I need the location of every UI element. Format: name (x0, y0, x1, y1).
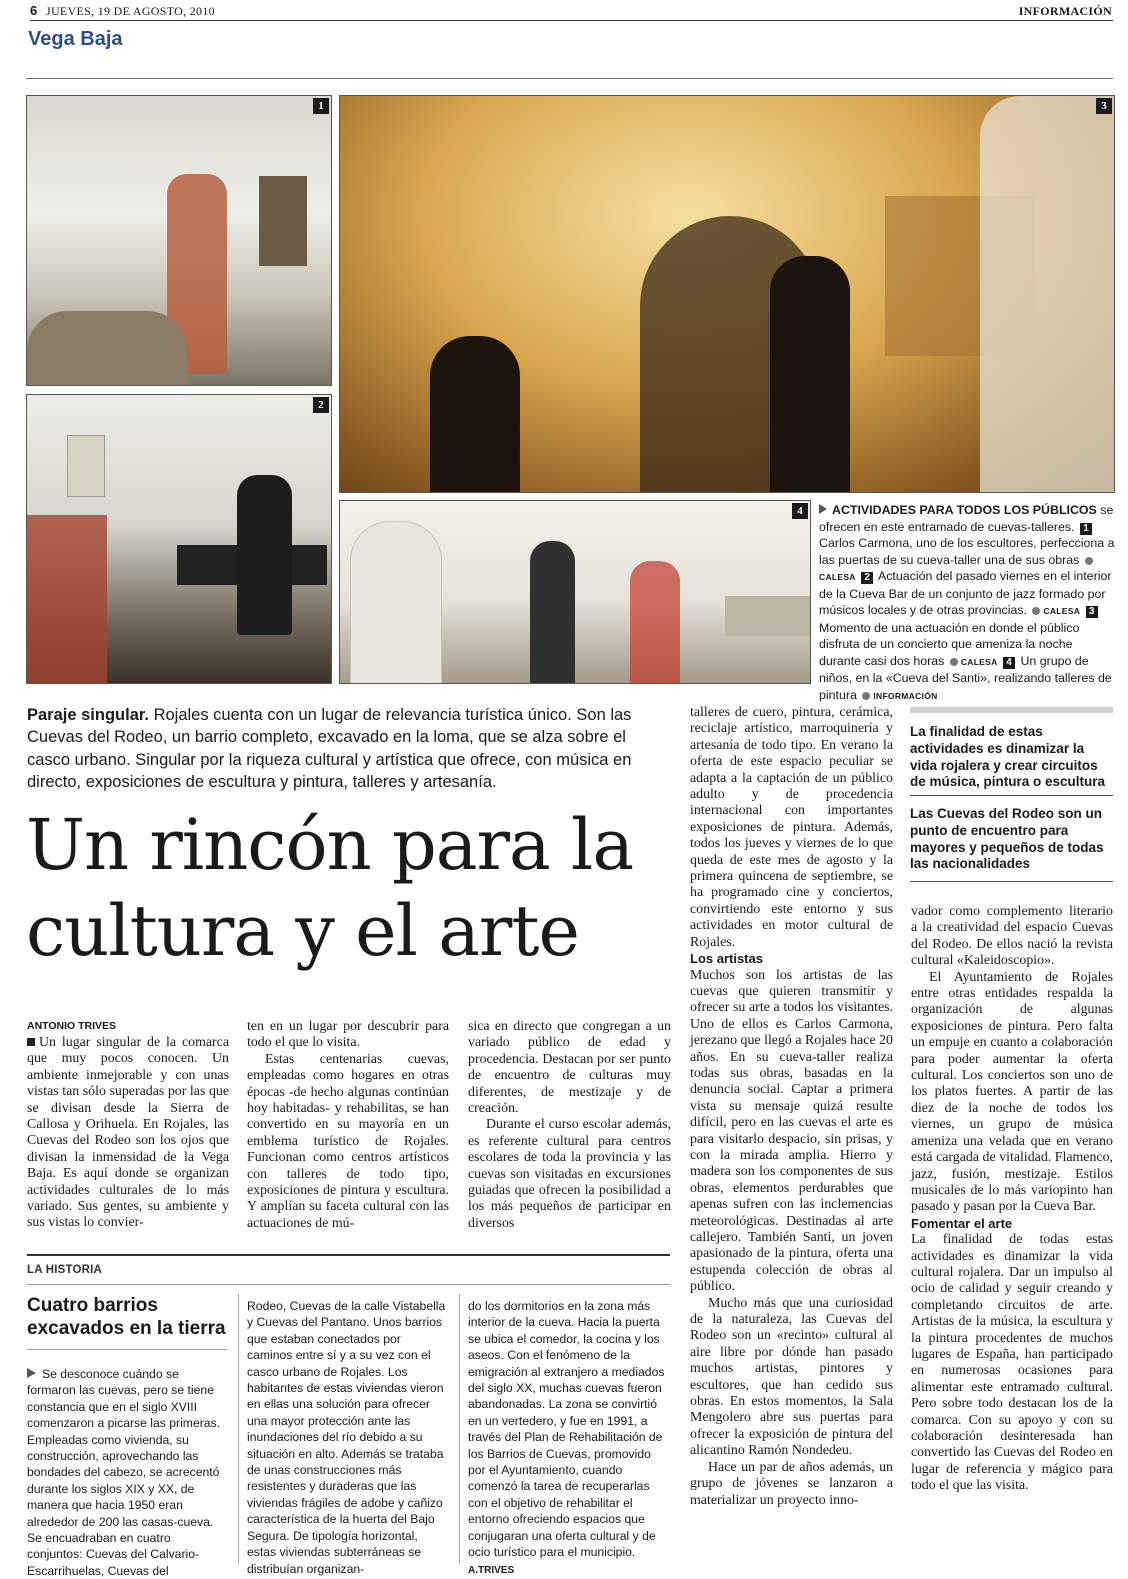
caption-item: Carlos Carmona, uno de los escultores, perfecciona a las puertas de su cueva-taller una de sus obras (819, 536, 1115, 567)
section-title: Vega Baja (28, 28, 123, 50)
body-paragraph: talleres de cuero, pintura, cerámica, reciclaje artístico, marroquinería y artesanía de todo tipo. En verano la oferta de este espacio peculiar se adapta a la captación de un público adulto y de procedencia internacional con importantes exposiciones de pintura. Además, todos los jueves y viernes de lo que queda de este mes de agosto y la primera quincena de septiembre, se ha programado cine y conciertos, convirtiendo este entorno y sus actividades en motor cultural de Rojales. (690, 705, 893, 950)
lead-text: Rojales cuenta con un lugar de relevancia turística único. Son las Cuevas del Rodeo, un barrio completo, excavado en la loma, que se alza sobre el casco urbano. Singular por la riqueza cultural y artística que ofrece, con música en directo, exposiciones de escultura y pintura, talleres y artesanía. (27, 706, 632, 791)
history-column-2 (247, 1298, 449, 1577)
caption-number: 3 (1086, 606, 1098, 618)
history-rule (27, 1349, 227, 1350)
history-signature: A.TRIVES (468, 1564, 515, 1576)
body-paragraph: ten en un lugar por descubrir para todo el que lo visita. (247, 1019, 449, 1051)
photo-number-badge: 1 (313, 98, 329, 114)
photo-credit: CALESA (960, 656, 998, 667)
body-paragraph: Hace un par de años además, un grupo de jóvenes se lanzaron a materializar un proyecto inno- (690, 1459, 893, 1508)
subheading: Fomentar el arte (911, 1215, 1013, 1231)
history-column-3 (468, 1298, 671, 1579)
caption-number: 4 (1003, 657, 1015, 669)
photo-frame (67, 435, 105, 497)
pullquote-rule (910, 881, 1113, 882)
photo-number-badge: 4 (792, 503, 808, 519)
caption-item: Actuación del pasado viernes en el interior de la Cueva Bar de un conjunto de jazz formado por músicos locales y de otras provincias. (819, 569, 1112, 617)
photo-credit: INFORMACIÓN (873, 690, 938, 701)
photo-number-badge: 3 (1096, 98, 1112, 114)
history-column-1 (27, 1366, 229, 1579)
body-column-5 (911, 904, 1113, 1495)
camera-icon (950, 658, 958, 666)
photo-table (725, 596, 810, 636)
body-column-3 (468, 1019, 671, 1232)
photo-saxophonist (770, 256, 850, 492)
article-lead (27, 704, 667, 793)
photo-figure (430, 336, 520, 492)
header-rule (30, 20, 1113, 21)
history-paragraph: Rodeo, Cuevas de la calle Vistabella y Cuevas del Pantano. Unos barrios que estaban conectados por caminos entre sí y a su vez con el casco urbano de Rojales. Los habitantes de estas viviendas vieron en ellas una solución para ofrecer una mayor protección ante las inundaciones del río debido a su situación en alto. Además se trataba de unas construcciones más resistentes y duraderas que las viviendas frágiles de adobe y cañizo característica de la huerta del Bajo Segura. De tipología horizontal, estas viviendas subterráneas se distribuían organizan- (247, 1299, 446, 1576)
history-label: LA HISTORIA (27, 1264, 103, 1276)
bullet-icon (27, 1038, 35, 1046)
pullquote-rule (910, 795, 1113, 796)
camera-icon (1085, 557, 1093, 565)
photo-cave-concert (339, 95, 1115, 493)
body-column-1 (27, 1035, 229, 1232)
photo-number-badge: 2 (313, 397, 329, 413)
caption-kicker: ACTIVIDADES PARA TODOS LOS PÚBLICOS (832, 503, 1097, 517)
photo-adult (530, 541, 575, 683)
caption-intro: se ofrecen en este entramado de cuevas-talleres. (819, 503, 1114, 534)
photo-child (350, 521, 442, 684)
history-paragraph: Se desconoce cuándo se formaron las cuevas, pero se tiene constancia que en el siglo XVIII comenzaron a picarse las primeras. Empleadas como vivienda, su construcción, aprovechando las bondades del cabezo, se acrecentó durante los siglos XIX y XX, de manera que hacia 1950 eran alrededor de 200 las casas-cueva. Se encuadraban en cuatro conjuntos: Cuevas del Calvario-Escarrihuelas, Cuevas del (27, 1367, 221, 1578)
headline: Un rincón para la cultura y el arte (26, 804, 634, 972)
photo-figure (27, 515, 107, 683)
subheading: Los artistas (690, 951, 763, 967)
body-paragraph: Estas centenarias cuevas, empleadas como hogares en otras épocas -de hecho algunas continúan hoy habitadas- y rehabilitas, se han convertido en su mayoría en un emblema turístico de Rojales. Funcionan como centros artísticos con talleres de todo tipo, exposiciones de pintura y escultura. Y amplían su faceta cultural con las actuaciones de mú- (247, 1051, 449, 1231)
publication-name: INFORMACIÓN (1018, 4, 1112, 18)
body-paragraph: El Ayuntamiento de Rojales entre otras entidades respalda la organización de algunas exposiciones de pintura. Pero falta un empuje en cuanto a colaboración para poder aumentar la oferta cultural. Los conciertos son uno de los platos fuertes. A partir de las diez de la noche de todos los viernes, un grupo de música ameniza una velada que en verano está cargada de vitalidad. Flamenco, jazz, fusión, mestizaje. Estilos musicales de lo más variopinto han pasado y pasan por la Cueva Bar. (911, 969, 1113, 1215)
history-title: Cuatro barrios excavados en la tierra (27, 1295, 226, 1339)
lead-kicker: Paraje singular. (27, 706, 149, 724)
body-paragraph: Muchos son los artistas de las cuevas que quieren transmitir y ofrecer su arte a todos los visitantes. Uno de ellos es Carlos Carmona, jerezano que llegó a Rojales hace 20 años. En su cueva-taller realiza todas sus obras, basadas en la denuncia social. Captar a primera vista su mensaje quizá resulte difícil, pero en las cuevas el arte es para visitarlo despacio, sin prisas, y con la mirada amplia. Hierro y madera son los componentes de sus obras, elementos perdurables que apenas sufren con las inclemencias meteorológicas. Destinadas al arte callejero. También Santi, un joven apasionado de la pintura, oferta una estupenda colección de obras al público. (690, 967, 893, 1295)
photo-child (630, 561, 680, 683)
body-paragraph: sica en directo que congregan a un variado público de edad y procedencia. Destacan por ser punto de encuentro de culturas muy diferentes, de mestizaje y de creación. (468, 1019, 671, 1117)
body-paragraph: vador como complemento literario a la creatividad del espacio Cuevas del Rodeo. De ellos nació la revista cultural «Kaleidoscopio». (911, 904, 1113, 969)
pullquote: La finalidad de estas actividades es dinamizar la vida rojalera y crear circuitos de música, pintura o escultura (910, 724, 1106, 790)
camera-icon (862, 692, 870, 700)
pullquote-bar (910, 707, 1113, 713)
column-divider (238, 1294, 239, 1564)
history-rule (27, 1284, 670, 1285)
camera-icon (1032, 607, 1040, 615)
history-rule (27, 1254, 670, 1256)
photo-caption (819, 502, 1115, 704)
body-paragraph: Un lugar singular de la comarca que muy pocos conocen. Un ambiente inmejorable y con unas vistas tan sólo superadas por las que se divisan desde la Sierra de Callosa y Orihuela. En Rojales, las Cuevas del Rodeo son los ojos que divisan la inmensidad de la Vega Baja. Es aquí donde se organizan actividades culturales de lo más variado. Sus gentes, su ambiente y sus vistas lo convier- (27, 1035, 229, 1231)
body-paragraph: Mucho más que una curiosidad de la naturaleza, las Cuevas del Rodeo son un «recinto» cultural al aire libre por dónde han pasado muchos artistas, pintores y escultores, que han cedido sus obras. En estos momentos, la Sala Mengolero abre sus puertas para ofrecer la exposición de pintura del alicantino Ramón Nondedeu. (690, 1295, 893, 1459)
body-column-4 (690, 705, 893, 1509)
caption-arrow-icon (819, 504, 827, 514)
arrow-icon (27, 1368, 36, 1378)
photo-musician (237, 475, 292, 635)
photo-jazz-band (26, 394, 332, 684)
byline: ANTONIO TRIVES (27, 1020, 117, 1032)
body-column-2 (247, 1019, 449, 1232)
history-paragraph: do los dormitorios en la zona más interior de la cueva. Hacia la puerta se ubica el comedor, la cocina y los aseos. Con el fenómeno de la emigración al extranjero a mediados del siglo XX, muchas cuevas fueron abandonadas. La zona se convirtió en un vertedero, y fue en 1991, a través del Plan de Rehabilitación de los Barrios de Cuevas, promovido por el Ayuntamiento, cuando comenzó la tarea de recuperarlas con el objetivo de rehabilitar el entorno ofreciendo espacios que conjugaran una oferta cultural y de ocio turístico para el municipio. (468, 1299, 665, 1560)
photo-credit: CALESA (1043, 606, 1081, 616)
page-date: JUEVES, 19 DE AGOSTO, 2010 (46, 4, 215, 18)
page-number: 6 (30, 3, 38, 18)
photo-curtain (980, 96, 1114, 492)
body-paragraph: Durante el curso escolar además, es referente cultural para centros escolares de toda la provincia y las cuevas son visitadas en excursiones guiadas que ofrecen la posibilidad a los más pequeños de participar en diversos (468, 1117, 671, 1231)
caption-number: 2 (861, 572, 873, 584)
section-rule (26, 78, 1113, 79)
photo-children-painting (339, 500, 811, 684)
caption-item: Un grupo de niños, en la «Cueva del Santi», realizando talleres de pintura (819, 653, 1112, 702)
photo-credit: CALESA (819, 572, 856, 582)
caption-number: 1 (1080, 523, 1092, 535)
photo-sculptor-workshop (26, 95, 332, 386)
body-paragraph: La finalidad de todas estas actividades es dinamizar la vida cultural rojalera. Dar un impulso al ocio de calidad y seguir creando y completando circuitos de arte. Artistas de la música, la escultura y la pintura procedentes de muchos lugares de España, han participado en numerosas ocasiones para alimentar este entramado cultural. Pero sobre todo destacan los de la comarca. Con su apoyo y con su colaboración desinteresada han convertido las Cuevas del Rodeo en lugar de referencia y mágico para todo el que las visita. (911, 1232, 1113, 1494)
caption-item: Momento de una actuación en donde el público disfruta de un concierto que ameniza la noche durante casi dos horas (819, 620, 1080, 668)
photo-window (259, 176, 307, 266)
column-divider (459, 1294, 460, 1564)
photo-sculpture (27, 311, 187, 385)
pullquote: Las Cuevas del Rodeo son un punto de encuentro para mayores y pequeños de todas las nacionalidades (910, 806, 1104, 872)
